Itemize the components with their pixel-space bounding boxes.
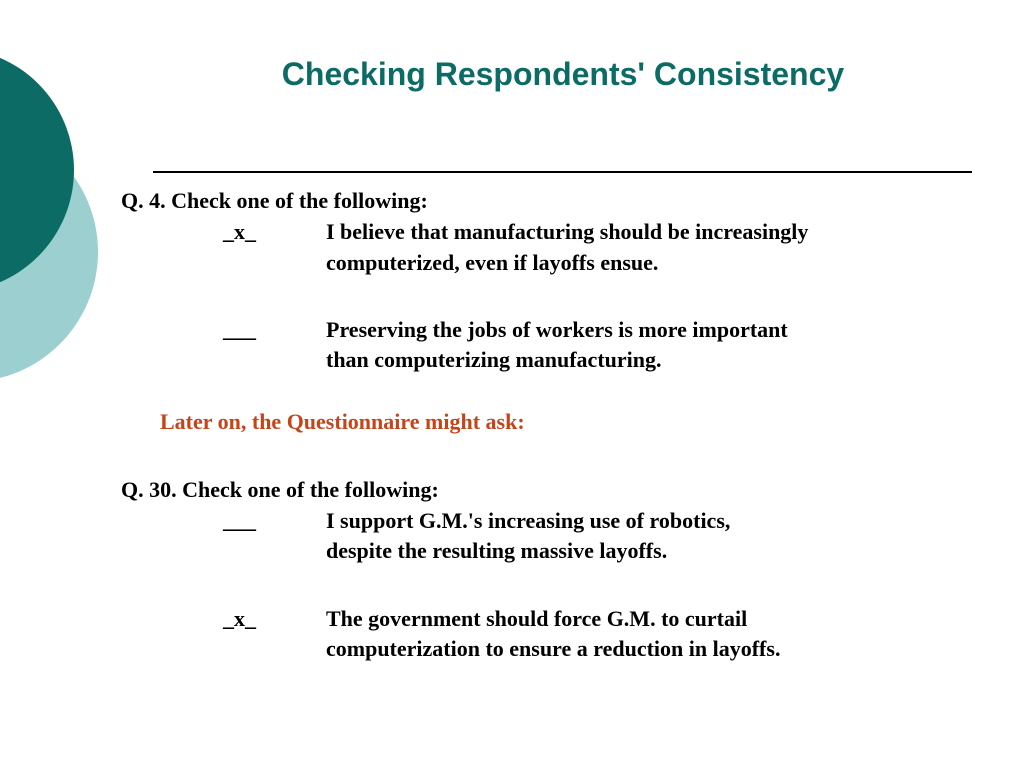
question-30: Q. 30. Check one of the following:: [121, 477, 439, 502]
q30-option2-mark: _x_: [223, 606, 256, 631]
q4-option1-mark: _x_: [223, 219, 256, 244]
slide-title: Checking Respondents' Consistency: [281, 56, 845, 92]
q30-option1-mark: ___: [223, 508, 256, 533]
decorative-circles: [0, 0, 110, 400]
q4-option2-mark: ___: [223, 317, 256, 342]
q30-option1-line1: I support G.M.'s increasing use of robotics,: [326, 508, 731, 533]
q4-option2-line2: than computerizing manufacturing.: [326, 347, 662, 372]
title-divider: [153, 171, 972, 173]
q4-option1-line1: I believe that manufacturing should be increasingly: [326, 219, 809, 244]
q30-option1-line2: despite the resulting massive layoffs.: [326, 538, 668, 563]
q30-option2-line2: computerization to ensure a reduction in layoffs.: [326, 636, 781, 661]
q30-option2-line1: The government should force G.M. to curtail: [326, 606, 748, 631]
transition-note: Later on, the Questionnaire might ask:: [160, 409, 525, 434]
q4-option2-line1: Preserving the jobs of workers is more important: [326, 317, 788, 342]
q4-option1-line2: computerized, even if layoffs ensue.: [326, 250, 659, 275]
question-4: Q. 4. Check one of the following:: [121, 188, 428, 213]
